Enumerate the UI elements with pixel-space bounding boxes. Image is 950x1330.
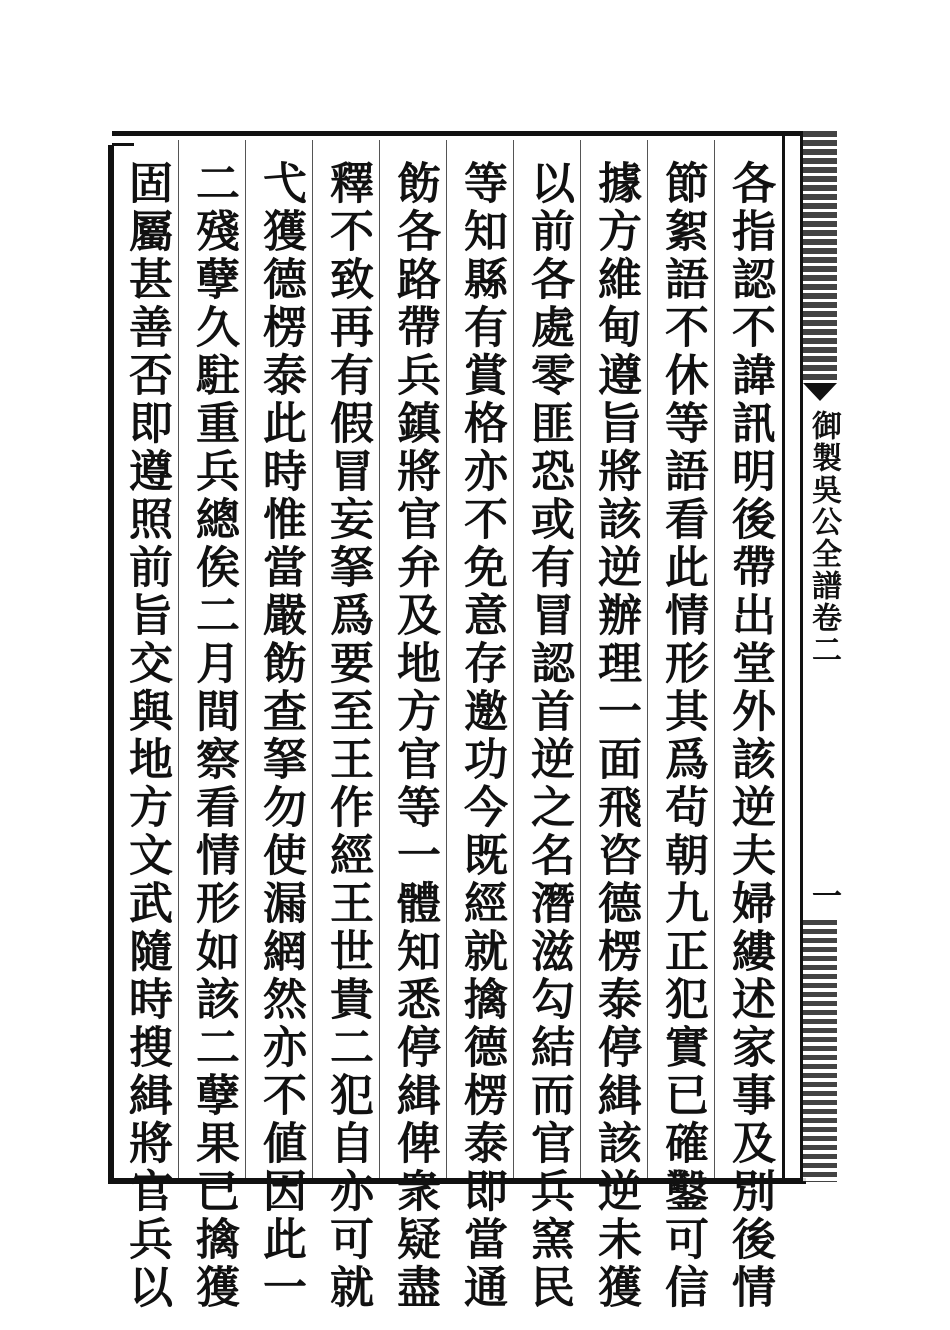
banxin-title: 御製吳公全譜卷二 (806, 410, 841, 666)
text-column-1: 各指認不諱訊明後帶出堂外該逆夫婦縷述家事及別後情 (724, 160, 775, 1312)
text-column-8: 弋獲德楞泰此時惟當嚴飭查拏勿使漏網然亦不値因此一 (255, 160, 306, 1312)
text-column-7: 釋不致再有假冒妄拏爲要至王作經王世貴二犯自亦可就 (322, 160, 373, 1312)
text-column-4: 以前各處零匪恐或有冒認首逆之名潛滋勾結而官兵窯民 (523, 160, 574, 1312)
frame-top-border (112, 131, 802, 136)
column-divider (647, 140, 648, 1178)
column-divider (446, 140, 447, 1178)
text-column-6: 飭各路帶兵鎮將官弁及地方官等一體知悉停緝俾衆疑盡 (389, 160, 440, 1312)
fishtail-top (803, 131, 837, 381)
frame-left-border (108, 145, 114, 1183)
frame-right-border (782, 131, 785, 1183)
fishtail-bottom (803, 920, 837, 1182)
text-column-3: 據方維甸遵旨將該逆辦理一面飛咨德楞泰停緝該逆未獲 (590, 160, 641, 1312)
column-divider (714, 140, 715, 1178)
column-divider (245, 140, 246, 1178)
column-divider (513, 140, 514, 1178)
corner-mark (112, 143, 134, 146)
column-divider (178, 140, 179, 1178)
text-column-5: 等知縣有賞格亦不免意存邀功今既經就擒德楞泰即當通 (456, 160, 507, 1312)
column-divider (379, 140, 380, 1178)
column-divider (312, 140, 313, 1178)
text-column-9: 二殘孽久駐重兵總俟二月間察看情形如該二孽果已擒獲 (188, 160, 239, 1312)
page-number: 一 (806, 880, 841, 910)
text-column-2: 節絮語不休等語看此情形其爲茍朝九正犯實已確鑿可信 (657, 160, 708, 1312)
text-column-10: 固屬甚善否即遵照前旨交與地方文武隨時搜緝將官兵以 (121, 160, 172, 1312)
column-divider (580, 140, 581, 1178)
